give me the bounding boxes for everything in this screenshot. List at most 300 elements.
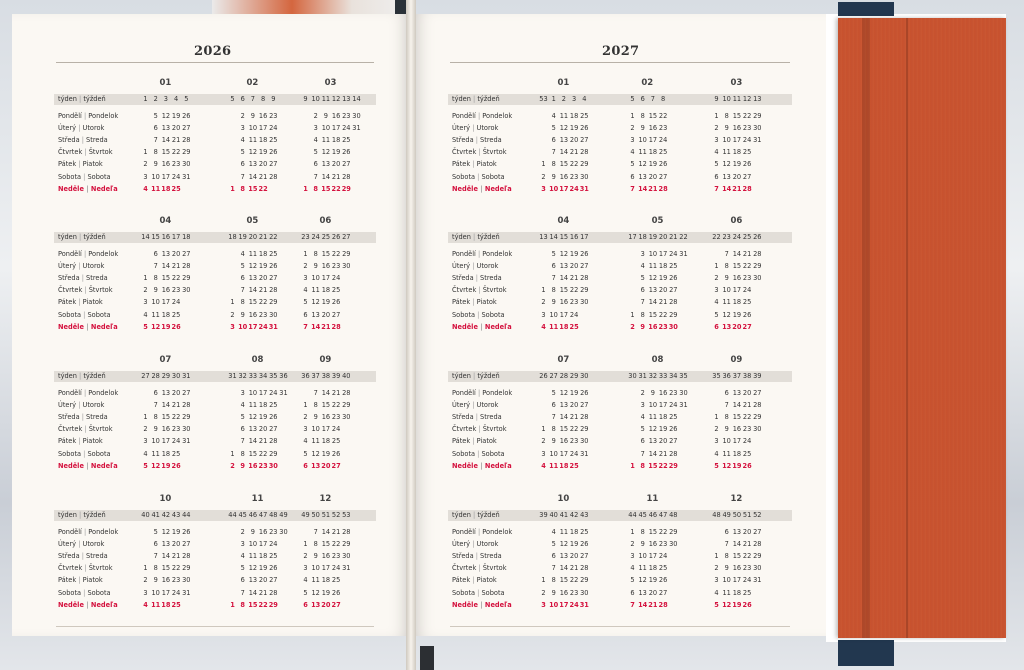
day-cell[interactable]: 2 [143,160,148,169]
day-cell[interactable]: 2 [240,112,245,120]
day-cell[interactable]: 20 [171,124,181,133]
day-cell[interactable]: 21 [171,136,181,145]
day-cell[interactable]: 15 [732,112,742,120]
day-cell[interactable]: 23 [171,576,181,585]
day-cell[interactable]: 27 [742,172,752,181]
day-cell[interactable]: 9 [153,425,158,434]
day-cell[interactable]: 13 [559,262,569,271]
day-cell[interactable]: 12 [722,600,732,609]
day-cell[interactable]: 1 [541,286,546,295]
day-cell[interactable]: 31 [182,437,191,446]
day-cell[interactable]: 24 [742,136,752,145]
day-cell[interactable]: 5 [303,449,308,458]
day-cell[interactable]: 19 [258,262,268,271]
day-cell[interactable]: 23 [171,160,181,169]
day-cell[interactable]: 3 [640,250,645,258]
day-cell[interactable]: 11 [248,401,258,410]
day-cell[interactable]: 16 [331,112,341,120]
day-cell[interactable]: 28 [182,401,191,410]
day-cell[interactable]: 29 [580,576,589,585]
day-cell[interactable]: 23 [742,564,752,573]
day-cell[interactable]: 4 [630,564,635,573]
day-cell[interactable]: 7 [153,262,158,271]
day-cell[interactable]: 11 [549,322,559,331]
day-cell[interactable]: 16 [648,322,658,331]
day-cell[interactable]: 10 [151,437,160,446]
day-cell[interactable]: 20 [648,588,658,597]
day-cell[interactable]: 23 [258,461,268,470]
day-cell[interactable]: 3 [640,401,645,410]
day-cell[interactable]: 16 [321,413,331,422]
day-cell[interactable]: 11 [722,588,731,597]
day-cell[interactable]: 3 [541,310,546,319]
day-cell[interactable]: 10 [638,552,647,561]
day-cell[interactable]: 10 [311,425,320,434]
day-cell[interactable]: 13 [559,136,569,145]
day-cell[interactable]: 11 [648,262,658,271]
day-cell[interactable]: 2 [630,124,635,133]
day-cell[interactable]: 25 [269,136,278,145]
day-cell[interactable]: 25 [171,184,181,193]
day-cell[interactable]: 22 [171,148,181,157]
day-cell[interactable]: 18 [732,148,742,157]
day-cell[interactable]: 27 [580,262,589,271]
day-cell[interactable]: 28 [269,588,278,597]
day-cell[interactable]: 5 [551,389,556,397]
day-cell[interactable]: 15 [248,184,258,193]
day-cell[interactable]: 21 [569,413,579,422]
day-cell[interactable]: 5 [313,148,318,157]
day-cell[interactable]: 14 [559,274,569,283]
day-cell[interactable]: 14 [248,286,258,295]
day-cell[interactable]: 9 [640,540,645,549]
day-cell[interactable]: 19 [258,564,268,573]
day-cell[interactable]: 28 [269,286,278,295]
day-cell[interactable]: 3 [143,172,148,181]
day-cell[interactable]: 12 [248,564,258,573]
day-cell[interactable]: 15 [648,310,658,319]
day-cell[interactable]: 19 [658,274,668,283]
day-cell[interactable]: 17 [161,172,171,181]
day-cell[interactable]: 2 [240,528,245,536]
day-cell[interactable]: 8 [724,262,729,271]
day-cell[interactable]: 11 [549,461,559,470]
day-cell[interactable]: 11 [151,310,160,319]
day-cell[interactable]: 21 [171,552,181,561]
day-cell[interactable]: 8 [240,298,245,307]
day-cell[interactable]: 21 [569,148,579,157]
day-cell[interactable]: 12 [311,588,320,597]
day-cell[interactable]: 2 [640,389,645,397]
day-cell[interactable]: 29 [269,449,278,458]
day-cell[interactable]: 31 [753,576,762,585]
day-cell[interactable]: 20 [331,160,341,169]
day-cell[interactable]: 10 [722,437,731,446]
day-cell[interactable]: 6 [240,425,245,434]
day-cell[interactable]: 19 [569,124,579,133]
day-cell[interactable]: 15 [321,540,331,549]
day-cell[interactable]: 24 [658,136,668,145]
day-cell[interactable]: 30 [753,124,762,133]
day-cell[interactable]: 12 [722,310,731,319]
day-cell[interactable]: 7 [313,528,318,536]
day-cell[interactable]: 22 [569,425,579,434]
day-cell[interactable]: 2 [143,576,148,585]
day-cell[interactable]: 4 [240,250,245,258]
day-cell[interactable]: 31 [753,136,762,145]
day-cell[interactable]: 4 [240,552,245,561]
day-cell[interactable]: 17 [559,600,569,609]
day-cell[interactable]: 6 [240,274,245,283]
day-cell[interactable]: 22 [658,310,668,319]
day-cell[interactable]: 2 [541,588,546,597]
day-cell[interactable]: 25 [742,449,752,458]
day-cell[interactable]: 24 [569,600,579,609]
day-cell[interactable]: 18 [258,552,268,561]
day-cell[interactable]: 27 [182,250,191,258]
day-cell[interactable]: 5 [303,588,308,597]
day-cell[interactable]: 18 [569,528,579,536]
day-cell[interactable]: 26 [580,250,589,258]
day-cell[interactable]: 10 [549,310,558,319]
day-cell[interactable]: 15 [648,528,658,536]
day-cell[interactable]: 4 [303,437,308,446]
day-cell[interactable]: 29 [580,286,589,295]
day-cell[interactable]: 25 [742,588,752,597]
day-cell[interactable]: 17 [161,298,171,307]
day-cell[interactable]: 7 [630,184,635,193]
day-cell[interactable]: 4 [541,322,546,331]
day-cell[interactable]: 19 [321,588,331,597]
day-cell[interactable]: 6 [640,286,645,295]
day-cell[interactable]: 4 [630,148,635,157]
day-cell[interactable]: 14 [161,262,171,271]
day-cell[interactable]: 15 [161,274,171,283]
day-cell[interactable]: 13 [248,274,258,283]
day-cell[interactable]: 20 [569,262,579,271]
day-cell[interactable]: 20 [258,274,268,283]
day-cell[interactable]: 7 [724,401,729,410]
day-cell[interactable]: 13 [722,322,732,331]
day-cell[interactable]: 27 [269,274,278,283]
day-cell[interactable]: 14 [248,172,258,181]
day-cell[interactable]: 30 [669,540,678,549]
day-cell[interactable]: 10 [321,124,331,133]
day-cell[interactable]: 6 [303,461,308,470]
day-cell[interactable]: 23 [331,262,341,271]
day-cell[interactable]: 30 [182,576,191,585]
day-cell[interactable]: 27 [669,437,678,446]
day-cell[interactable]: 21 [258,437,268,446]
day-cell[interactable]: 9 [650,389,655,397]
day-cell[interactable]: 1 [541,425,546,434]
day-cell[interactable]: 5 [640,425,645,434]
day-cell[interactable]: 6 [551,401,556,410]
day-cell[interactable]: 15 [161,564,171,573]
day-cell[interactable]: 13 [161,250,171,258]
day-cell[interactable]: 15 [732,262,742,271]
day-cell[interactable]: 24 [331,425,341,434]
day-cell[interactable]: 1 [303,401,308,410]
day-cell[interactable]: 14 [321,389,331,397]
day-cell[interactable]: 23 [658,540,668,549]
day-cell[interactable]: 6 [240,576,245,585]
day-cell[interactable]: 20 [258,160,268,169]
day-cell[interactable]: 19 [171,528,181,536]
day-cell[interactable]: 30 [753,274,762,283]
day-cell[interactable]: 25 [269,552,278,561]
day-cell[interactable]: 18 [321,576,331,585]
day-cell[interactable]: 20 [658,437,668,446]
day-cell[interactable]: 26 [269,564,278,573]
day-cell[interactable]: 25 [269,250,278,258]
day-cell[interactable]: 20 [742,528,752,536]
day-cell[interactable]: 29 [342,540,351,549]
day-cell[interactable]: 21 [331,172,341,181]
day-cell[interactable]: 2 [303,413,308,422]
day-cell[interactable]: 26 [182,528,191,536]
day-cell[interactable]: 22 [569,576,579,585]
day-cell[interactable]: 19 [732,160,742,169]
day-cell[interactable]: 19 [161,461,171,470]
day-cell[interactable]: 17 [321,425,331,434]
day-cell[interactable]: 1 [541,160,546,169]
day-cell[interactable]: 18 [658,413,668,422]
day-cell[interactable]: 9 [724,564,729,573]
day-cell[interactable]: 28 [658,184,668,193]
day-cell[interactable]: 31 [182,172,191,181]
day-cell[interactable]: 4 [551,528,556,536]
day-cell[interactable]: 18 [732,298,742,307]
day-cell[interactable]: 18 [321,286,331,295]
day-cell[interactable]: 29 [753,413,762,422]
day-cell[interactable]: 1 [230,600,235,609]
day-cell[interactable]: 3 [143,298,148,307]
day-cell[interactable]: 17 [732,437,742,446]
day-cell[interactable]: 9 [640,322,645,331]
day-cell[interactable]: 26 [182,112,191,120]
day-cell[interactable]: 15 [161,148,171,157]
day-cell[interactable]: 23 [258,310,268,319]
day-cell[interactable]: 14 [648,449,658,458]
day-cell[interactable]: 12 [638,160,647,169]
day-cell[interactable]: 4 [640,413,645,422]
day-cell[interactable]: 16 [161,576,171,585]
day-cell[interactable]: 29 [341,184,351,193]
day-cell[interactable]: 29 [342,401,351,410]
day-cell[interactable]: 8 [551,576,556,585]
day-cell[interactable]: 4 [143,449,148,458]
day-cell[interactable]: 20 [658,286,668,295]
day-cell[interactable]: 3 [240,540,245,549]
day-cell[interactable]: 9 [313,413,318,422]
day-cell[interactable]: 4 [640,262,645,271]
day-cell[interactable]: 10 [248,124,258,133]
day-cell[interactable]: 27 [269,425,278,434]
day-cell[interactable]: 20 [569,136,579,145]
day-cell[interactable]: 24 [171,298,181,307]
day-cell[interactable]: 26 [669,274,678,283]
day-cell[interactable]: 16 [559,437,569,446]
day-cell[interactable]: 18 [161,184,171,193]
day-cell[interactable]: 8 [313,401,318,410]
day-cell[interactable]: 24 [331,564,341,573]
day-cell[interactable]: 24 [742,437,752,446]
day-cell[interactable]: 2 [630,540,635,549]
day-cell[interactable]: 5 [630,160,635,169]
day-cell[interactable]: 23 [742,274,752,283]
day-cell[interactable]: 21 [658,449,668,458]
day-cell[interactable]: 11 [248,136,258,145]
day-cell[interactable]: 11 [638,564,647,573]
day-cell[interactable]: 22 [258,298,268,307]
day-cell[interactable]: 14 [638,184,648,193]
day-cell[interactable]: 12 [722,160,731,169]
day-cell[interactable]: 29 [753,552,762,561]
day-cell[interactable]: 17 [321,564,331,573]
day-cell[interactable]: 7 [551,413,556,422]
day-cell[interactable]: 2 [230,310,235,319]
day-cell[interactable]: 9 [724,124,729,133]
day-cell[interactable]: 26 [658,576,668,585]
day-cell[interactable]: 29 [668,461,678,470]
day-cell[interactable]: 11 [248,552,258,561]
day-cell[interactable]: 31 [679,250,688,258]
day-cell[interactable]: 28 [342,389,351,397]
day-cell[interactable]: 22 [258,184,268,193]
day-cell[interactable]: 8 [640,310,645,319]
day-cell[interactable]: 26 [742,461,752,470]
day-cell[interactable]: 21 [742,401,752,410]
day-cell[interactable]: 14 [559,148,569,157]
day-cell[interactable]: 9 [240,310,245,319]
day-cell[interactable]: 30 [580,172,589,181]
day-cell[interactable]: 6 [724,528,729,536]
day-cell[interactable]: 28 [182,262,191,271]
day-cell[interactable]: 2 [714,274,719,283]
day-cell[interactable]: 17 [321,274,331,283]
day-cell[interactable]: 3 [303,425,308,434]
day-cell[interactable]: 22 [331,401,341,410]
day-cell[interactable]: 27 [658,172,668,181]
day-cell[interactable]: 30 [182,286,191,295]
day-cell[interactable]: 3 [313,124,318,133]
day-cell[interactable]: 27 [580,401,589,410]
day-cell[interactable]: 30 [279,528,288,536]
day-cell[interactable]: 14 [311,322,321,331]
day-cell[interactable]: 25 [342,136,351,145]
day-cell[interactable]: 20 [171,250,181,258]
day-cell[interactable]: 30 [668,322,678,331]
day-cell[interactable]: 29 [269,298,278,307]
day-cell[interactable]: 19 [321,298,331,307]
day-cell[interactable]: 18 [161,449,171,458]
day-cell[interactable]: 24 [171,437,181,446]
day-cell[interactable]: 16 [321,552,331,561]
day-cell[interactable]: 29 [182,148,191,157]
day-cell[interactable]: 26 [331,298,341,307]
day-cell[interactable]: 25 [742,148,752,157]
day-cell[interactable]: 8 [153,564,158,573]
day-cell[interactable]: 16 [732,564,742,573]
day-cell[interactable]: 28 [580,148,589,157]
day-cell[interactable]: 17 [161,588,171,597]
day-cell[interactable]: 1 [143,564,148,573]
day-cell[interactable]: 22 [331,184,341,193]
day-cell[interactable]: 8 [240,184,245,193]
day-cell[interactable]: 6 [630,588,635,597]
day-cell[interactable]: 13 [559,401,569,410]
day-cell[interactable]: 16 [732,425,742,434]
day-cell[interactable]: 8 [724,112,729,120]
day-cell[interactable]: 2 [303,552,308,561]
day-cell[interactable]: 27 [580,136,589,145]
day-cell[interactable]: 10 [549,449,558,458]
day-cell[interactable]: 26 [580,389,589,397]
day-cell[interactable]: 20 [321,600,331,609]
day-cell[interactable]: 25 [171,449,181,458]
day-cell[interactable]: 11 [151,449,160,458]
day-cell[interactable]: 11 [311,576,320,585]
day-cell[interactable]: 13 [638,588,647,597]
day-cell[interactable]: 18 [321,437,331,446]
day-cell[interactable]: 30 [182,425,191,434]
day-cell[interactable]: 6 [640,437,645,446]
day-cell[interactable]: 29 [580,160,589,169]
day-cell[interactable]: 20 [648,172,658,181]
day-cell[interactable]: 6 [724,389,729,397]
day-cell[interactable]: 7 [724,540,729,549]
day-cell[interactable]: 6 [303,600,308,609]
day-cell[interactable]: 30 [580,588,589,597]
day-cell[interactable]: 29 [669,528,678,536]
day-cell[interactable]: 23 [658,322,668,331]
day-cell[interactable]: 16 [161,160,171,169]
day-cell[interactable]: 15 [648,112,658,120]
day-cell[interactable]: 3 [714,286,719,295]
day-cell[interactable]: 27 [658,588,668,597]
day-cell[interactable]: 14 [248,588,258,597]
day-cell[interactable]: 12 [638,576,647,585]
day-cell[interactable]: 5 [714,461,719,470]
day-cell[interactable]: 3 [714,576,719,585]
day-cell[interactable]: 14 [722,184,732,193]
day-cell[interactable]: 21 [331,528,341,536]
day-cell[interactable]: 2 [714,124,719,133]
day-cell[interactable]: 9 [724,425,729,434]
day-cell[interactable]: 15 [161,413,171,422]
day-cell[interactable]: 13 [648,437,658,446]
day-cell[interactable]: 1 [143,148,148,157]
day-cell[interactable]: 24 [742,576,752,585]
day-cell[interactable]: 11 [648,413,658,422]
day-cell[interactable]: 27 [742,322,752,331]
day-cell[interactable]: 9 [153,160,158,169]
day-cell[interactable]: 7 [313,389,318,397]
day-cell[interactable]: 22 [171,274,181,283]
day-cell[interactable]: 30 [679,389,688,397]
day-cell[interactable]: 28 [753,401,762,410]
day-cell[interactable]: 9 [153,286,158,295]
day-cell[interactable]: 21 [331,389,341,397]
day-cell[interactable]: 19 [171,112,181,120]
day-cell[interactable]: 27 [269,160,278,169]
day-cell[interactable]: 28 [753,540,762,549]
day-cell[interactable]: 2 [143,425,148,434]
day-cell[interactable]: 20 [258,425,268,434]
day-cell[interactable]: 1 [630,528,635,536]
day-cell[interactable]: 22 [742,413,752,422]
